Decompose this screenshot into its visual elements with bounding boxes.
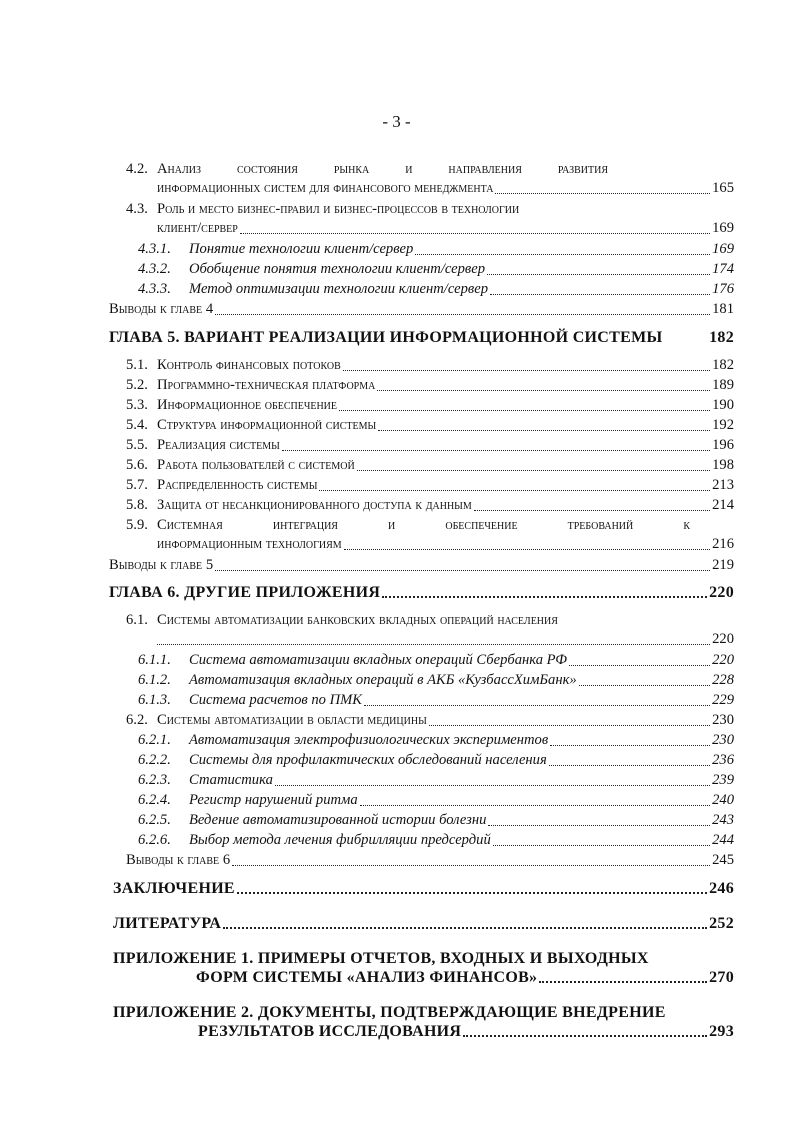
- toc-title: Структура информационной системы: [157, 417, 377, 433]
- toc-page: 216: [712, 536, 734, 552]
- toc-entry-4-2[interactable]: [126, 160, 734, 198]
- toc-title: Выводы к главе 5: [109, 557, 214, 573]
- toc-number: 6.2.2.: [138, 752, 171, 768]
- leader-dots: [539, 981, 707, 983]
- toc-title: Автоматизация электрофизиологических экспериментов: [189, 732, 549, 748]
- toc-title: Программно-техническая платформа: [157, 377, 376, 393]
- toc-title: Понятие технологии клиент/сервер: [189, 241, 414, 257]
- toc-title-line: Системная интеграция и обеспечение требований к: [157, 517, 690, 533]
- toc-title-line: клиент/сервер: [157, 220, 238, 236]
- toc-entry-6-2-6[interactable]: [138, 831, 734, 850]
- toc-page: 270: [709, 969, 734, 986]
- toc-chapter-5[interactable]: [109, 328, 734, 347]
- toc-number: 4.3.: [126, 201, 148, 217]
- toc-page: 252: [709, 915, 734, 932]
- toc-page: 189: [712, 377, 734, 393]
- toc-entry-6-1[interactable]: [126, 611, 734, 649]
- toc-page: 246: [709, 880, 734, 897]
- toc-page: 176: [712, 281, 734, 297]
- leader-dots: [232, 865, 710, 866]
- toc-title: Автоматизация вкладных операций в АКБ «КузбассХимБанк»: [189, 672, 577, 688]
- toc-title: Контроль финансовых потоков: [157, 357, 341, 373]
- toc-title-line: Роль и место бизнес-правил и бизнес-процессов в технологии: [157, 201, 520, 217]
- toc-entry-6-1-1[interactable]: [138, 651, 734, 670]
- toc-number: 6.1.: [126, 612, 148, 628]
- toc-number: 4.3.3.: [138, 281, 171, 297]
- toc-number: 6.2.6.: [138, 832, 171, 848]
- leader-dots: [344, 549, 710, 550]
- leader-dots: [429, 725, 710, 726]
- toc-entry-6-1-3[interactable]: [138, 691, 734, 710]
- toc-number: 5.9.: [126, 517, 148, 533]
- leader-dots: [550, 745, 710, 746]
- toc-page: 214: [712, 497, 734, 513]
- toc-page: 174: [712, 261, 734, 277]
- toc-page: 244: [712, 832, 734, 848]
- toc-title: ГЛАВА 5. ВАРИАНТ РЕАЛИЗАЦИИ ИНФОРМАЦИОННОЙ СИСТЕМЫ: [109, 329, 663, 346]
- toc-number: 5.8.: [126, 497, 148, 513]
- toc-title: Система автоматизации вкладных операций Сбербанка РФ: [189, 652, 567, 668]
- toc-page: 230: [712, 732, 734, 748]
- leader-dots: [415, 254, 710, 255]
- toc-title-line: ПРИЛОЖЕНИЕ 1. ПРИМЕРЫ ОТЧЕТОВ, ВХОДНЫХ И ВЫХОДНЫХ: [113, 950, 649, 967]
- toc-title-line: ФОРМ СИСТЕМЫ «АНАЛИЗ ФИНАНСОВ»: [196, 969, 538, 986]
- toc-number: 6.1.1.: [138, 652, 171, 668]
- toc-page: 220: [709, 584, 734, 601]
- toc-entry-5-8[interactable]: [126, 496, 734, 515]
- toc-entry-6-1-2[interactable]: [138, 671, 734, 690]
- leader-dots: [364, 705, 710, 706]
- toc-number: 6.2.3.: [138, 772, 171, 788]
- toc-number: 4.3.2.: [138, 261, 171, 277]
- toc-number: 5.7.: [126, 477, 148, 493]
- toc-title: Ведение автоматизированной истории болезни: [189, 812, 487, 828]
- toc-page: 182: [712, 357, 734, 373]
- toc-page: 196: [712, 437, 734, 453]
- toc-title: ЗАКЛЮЧЕНИЕ: [113, 880, 235, 897]
- toc-page: 220: [712, 631, 734, 647]
- toc-page: 243: [712, 812, 734, 828]
- toc-page: 219: [712, 557, 734, 573]
- toc-entry-5-9[interactable]: [126, 516, 734, 554]
- leader-dots: [487, 274, 710, 275]
- toc-entry-6-2-1[interactable]: [138, 731, 734, 750]
- toc-page: 213: [712, 477, 734, 493]
- toc-entry-5-3[interactable]: [126, 396, 734, 415]
- leader-dots: [240, 233, 710, 234]
- toc-entry-5-7[interactable]: [126, 476, 734, 495]
- toc-page: 198: [712, 457, 734, 473]
- leader-dots: [463, 1035, 707, 1037]
- leader-dots: [495, 193, 710, 194]
- toc-page: 236: [712, 752, 734, 768]
- toc-title: ЛИТЕРАТУРА: [113, 915, 222, 932]
- toc-page: 192: [712, 417, 734, 433]
- leader-dots: [282, 450, 710, 451]
- toc-page: 230: [712, 712, 734, 728]
- toc-entry-5-2[interactable]: [126, 376, 734, 395]
- toc-page: 169: [712, 241, 734, 257]
- toc-page: 245: [712, 852, 734, 868]
- leader-dots: [275, 785, 710, 786]
- leader-dots: [549, 765, 710, 766]
- toc-title: Метод оптимизации технологии клиент/сервер: [189, 281, 488, 297]
- toc-entry-conclusions-5[interactable]: [109, 556, 734, 575]
- toc-entry-6-2-3[interactable]: [138, 771, 734, 790]
- toc-entry-5-1[interactable]: [126, 356, 734, 375]
- page-number: - 3 -: [382, 112, 411, 131]
- toc-conclusion[interactable]: [113, 879, 734, 898]
- toc-number: 5.2.: [126, 377, 148, 393]
- toc-title: Распределенность системы: [157, 477, 318, 493]
- leader-dots: [488, 825, 710, 826]
- toc-page: 228: [712, 672, 734, 688]
- toc-title: Работа пользователей с системой: [157, 457, 355, 473]
- toc-title: Информационное обеспечение: [157, 397, 337, 413]
- toc-title: ГЛАВА 6. ДРУГИЕ ПРИЛОЖЕНИЯ: [109, 584, 381, 601]
- toc-title-line: Анализ состояния рынка и направления развития: [157, 161, 608, 177]
- toc-entry-4-3[interactable]: [126, 200, 734, 238]
- toc-appendix-2[interactable]: [113, 1003, 734, 1041]
- toc-number: 6.1.2.: [138, 672, 171, 688]
- toc-page: 240: [712, 792, 734, 808]
- leader-dots: [474, 510, 710, 511]
- toc-number: 4.2.: [126, 161, 148, 177]
- toc-title-line: информационных систем для финансового менеджмента: [157, 180, 494, 196]
- toc-entry-5-6[interactable]: [126, 456, 734, 475]
- toc-title: Реализация системы: [157, 437, 280, 453]
- toc-entry-conclusions-6[interactable]: [126, 851, 734, 870]
- toc-number: 6.2.4.: [138, 792, 171, 808]
- leader-dots: [215, 314, 710, 315]
- leader-dots: [493, 845, 710, 846]
- toc-title: Системы для профилактических обследований населения: [189, 752, 547, 768]
- toc-title-line: информационным технологиям: [157, 536, 342, 552]
- toc-number: 6.2.: [126, 712, 148, 728]
- toc-number: 6.1.3.: [138, 692, 171, 708]
- toc-title: Статистика: [189, 772, 273, 788]
- toc-page: 169: [712, 220, 734, 236]
- leader-dots: [360, 805, 710, 806]
- toc-entry-6-2-4[interactable]: [138, 791, 734, 810]
- toc-number: 5.1.: [126, 357, 148, 373]
- toc-entry-4-3-1[interactable]: [138, 240, 734, 259]
- toc-entry-4-3-3[interactable]: [138, 280, 734, 299]
- toc-page: 182: [709, 329, 734, 346]
- toc-page: 181: [712, 301, 734, 317]
- toc-title-line: Системы автоматизации банковских вкладных операций населения: [157, 612, 558, 628]
- toc-number: 5.5.: [126, 437, 148, 453]
- toc-title: Защита от несанкционированного доступа к данным: [157, 497, 472, 513]
- toc-number: 6.2.5.: [138, 812, 171, 828]
- toc-page: 293: [709, 1023, 734, 1040]
- toc-page: 229: [712, 692, 734, 708]
- toc-number: 4.3.1.: [138, 241, 171, 257]
- leader-dots: [237, 892, 707, 894]
- leader-dots: [157, 644, 710, 645]
- leader-dots: [223, 927, 707, 929]
- leader-dots: [579, 685, 710, 686]
- toc-chapter-6[interactable]: [109, 583, 734, 602]
- leader-dots: [490, 294, 710, 295]
- toc-entry-5-4[interactable]: [126, 416, 734, 435]
- toc-number: 5.4.: [126, 417, 148, 433]
- leader-dots: [377, 390, 710, 391]
- toc-entry-5-5[interactable]: [126, 436, 734, 455]
- toc-entry-6-2[interactable]: [126, 711, 734, 730]
- toc-number: 6.2.1.: [138, 732, 171, 748]
- toc-title: Обобщение понятия технологии клиент/сервер: [189, 261, 486, 277]
- toc-number: 5.3.: [126, 397, 148, 413]
- toc-title: Система расчетов по ПМК: [189, 692, 362, 708]
- toc-title-line: ПРИЛОЖЕНИЕ 2. ДОКУМЕНТЫ, ПОДТВЕРЖДАЮЩИЕ ВНЕДРЕНИЕ: [113, 1004, 666, 1021]
- toc-literature[interactable]: [113, 914, 734, 933]
- leader-dots: [382, 596, 707, 598]
- toc-entry-6-2-2[interactable]: [138, 751, 734, 770]
- toc-title: Регистр нарушений ритма: [189, 792, 358, 808]
- toc-title: Системы автоматизации в области медицины: [157, 712, 427, 728]
- toc-number: 5.6.: [126, 457, 148, 473]
- toc-page: 165: [712, 180, 734, 196]
- leader-dots: [378, 430, 710, 431]
- leader-dots: [357, 470, 710, 471]
- toc-appendix-1[interactable]: [113, 949, 734, 987]
- toc-page: 190: [712, 397, 734, 413]
- toc-entry-6-2-5[interactable]: [138, 811, 734, 830]
- leader-dots: [215, 570, 710, 571]
- leader-dots: [339, 410, 710, 411]
- toc-page: 239: [712, 772, 734, 788]
- leader-dots: [319, 490, 710, 491]
- toc-title: Выводы к главе 4: [109, 301, 214, 317]
- toc-title: Выбор метода лечения фибрилляции предсердий: [189, 832, 491, 848]
- toc-entry-4-3-2[interactable]: [138, 260, 734, 279]
- toc-title-line: РЕЗУЛЬТАТОВ ИССЛЕДОВАНИЯ: [198, 1023, 462, 1040]
- leader-dots: [569, 665, 710, 666]
- toc-title: Выводы к главе 6: [126, 852, 231, 868]
- leader-dots: [343, 370, 710, 371]
- toc-page: 220: [712, 652, 734, 668]
- toc-entry-conclusions-4[interactable]: [109, 300, 734, 319]
